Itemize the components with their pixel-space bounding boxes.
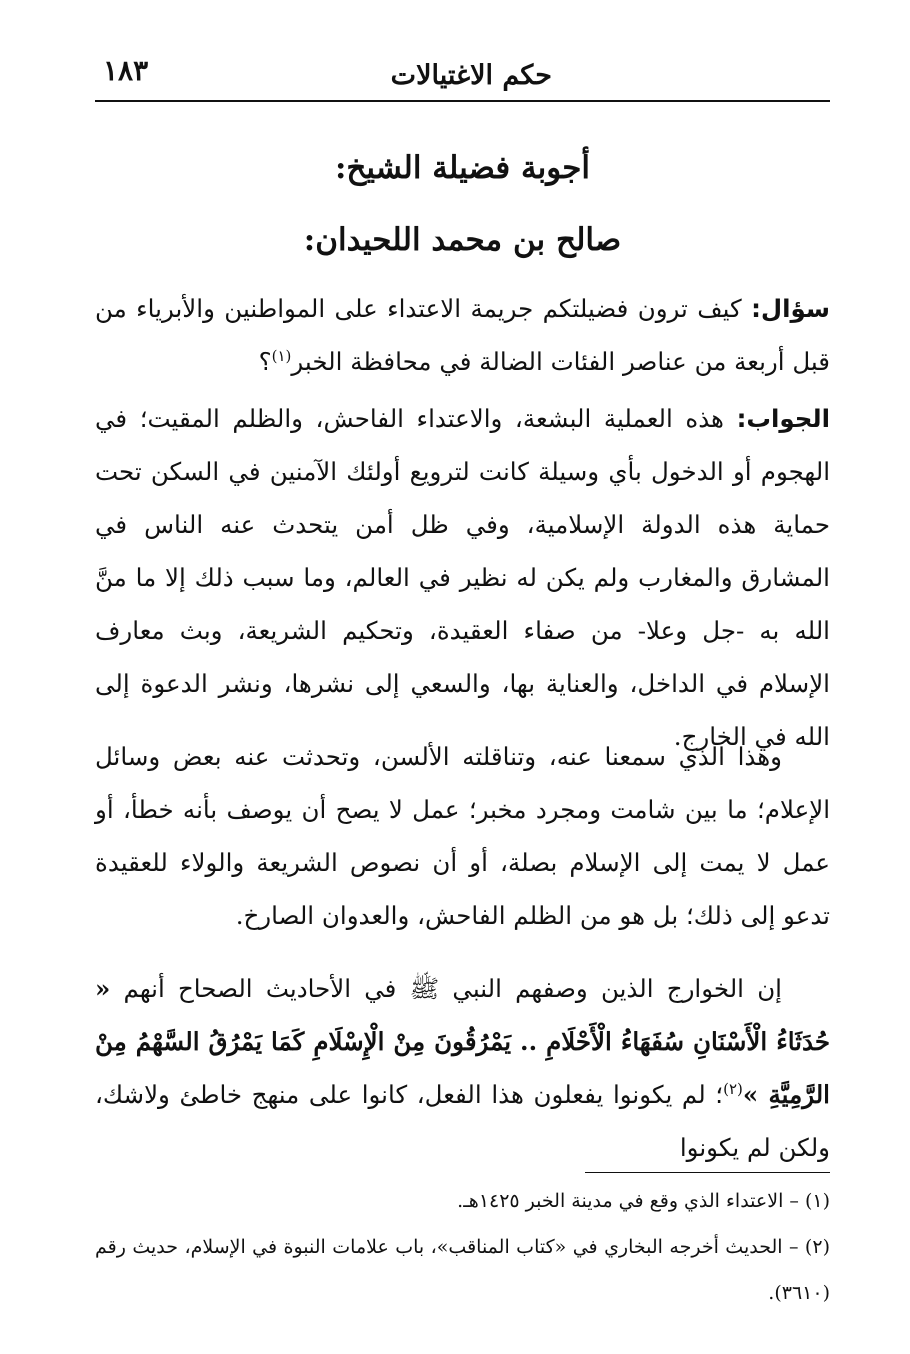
question-mark: ؟ (258, 347, 272, 376)
question-paragraph (95, 282, 830, 388)
footnote-ref-1[interactable]: (١) (271, 346, 292, 365)
page-number: ١٨٣ (103, 54, 149, 87)
media-text: وهذا الذي سمعنا عنه، وتناقلته الألسن، وتحدثت عنه بعض وسائل الإعلام؛ ما بين شامت ومجرد مخبر؛ عمل لا يصح أن يوصف بأنه خطأ، أو عمل لا يمت إلى الإسلام بصلة، أو أن نصوص الشريعة والولاء للعقيدة تدعو إلى ذلك؛ بل هو من الظلم الفاحش، والعدوان الصارخ. (95, 742, 830, 930)
question-text: كيف ترون فضيلتكم جريمة الاعتداء على المواطنين والأبرياء من قبل أربعة من عناصر الفئات الضالة في محافظة الخبر (95, 294, 830, 376)
sheikh-name-heading: صالح بن محمد اللحيدان: (303, 222, 622, 258)
question-label: سؤال: (751, 294, 830, 323)
media-paragraph (95, 730, 830, 942)
khawarij-text-before: إن الخوارج الذين وصفهم النبي ﷺ في الأحاديث الصحاح أنهم (110, 974, 782, 1003)
hadith-quote: « حُدَثَاءُ الْأَسْنَانِ سُفَهَاءُ الْأَحْلَامِ .. يَمْرُقُونَ مِنْ الْإِسْلَامِ كَمَا يَمْرُقُ السَّهْمُ مِنْ الرَّمِيَّةِ » (95, 974, 830, 1109)
footnote-2: (٢) – الحديث أخرجه البخاري في «كتاب المناقب»، باب علامات النبوة في الإسلام، حديث رقم (٣٦١٠). (95, 1236, 830, 1304)
footnote-separator (585, 1172, 830, 1173)
answer-text: هذه العملية البشعة، والاعتداء الفاحش، والظلم المقيت؛ في الهجوم أو الدخول بأي وسيلة كانت لترويع أولئك الآمنين في السكن تحت حماية هذه الدولة الإسلامية، وفي ظل أمن يتحدث عنه الناس في المشارق والمغارب ولم يكن له نظير في العالم، وما سبب ذلك إلا ما منَّ الله به -جل وعلا- من صفاء العقيدة، وتحكيم الشريعة، وبث معارف الإسلام في الداخل، والعناية بها، والسعي إلى نشرها، ونشر الدعوة إلى الله في الخارج. (95, 404, 830, 751)
answer-paragraph (95, 392, 830, 763)
answer-label: الجواب: (736, 404, 830, 433)
footnotes (95, 1178, 830, 1316)
running-header (95, 52, 830, 102)
running-title: حكم الاغتيالات (390, 60, 552, 91)
footnote-1: (١) – الاعتداء الذي وقع في مدينة الخبر ١٤٢٥هـ. (457, 1190, 830, 1212)
khawarij-paragraph (95, 962, 830, 1174)
section-heading: أجوبة فضيلة الشيخ: (334, 150, 591, 186)
footnote-ref-2[interactable]: (٢) (723, 1079, 743, 1098)
khawarij-text-after: ؛ لم يكونوا يفعلون هذا الفعل، كانوا على منهج خاطئ ولاشك، ولكن لم يكونوا (95, 1080, 830, 1162)
